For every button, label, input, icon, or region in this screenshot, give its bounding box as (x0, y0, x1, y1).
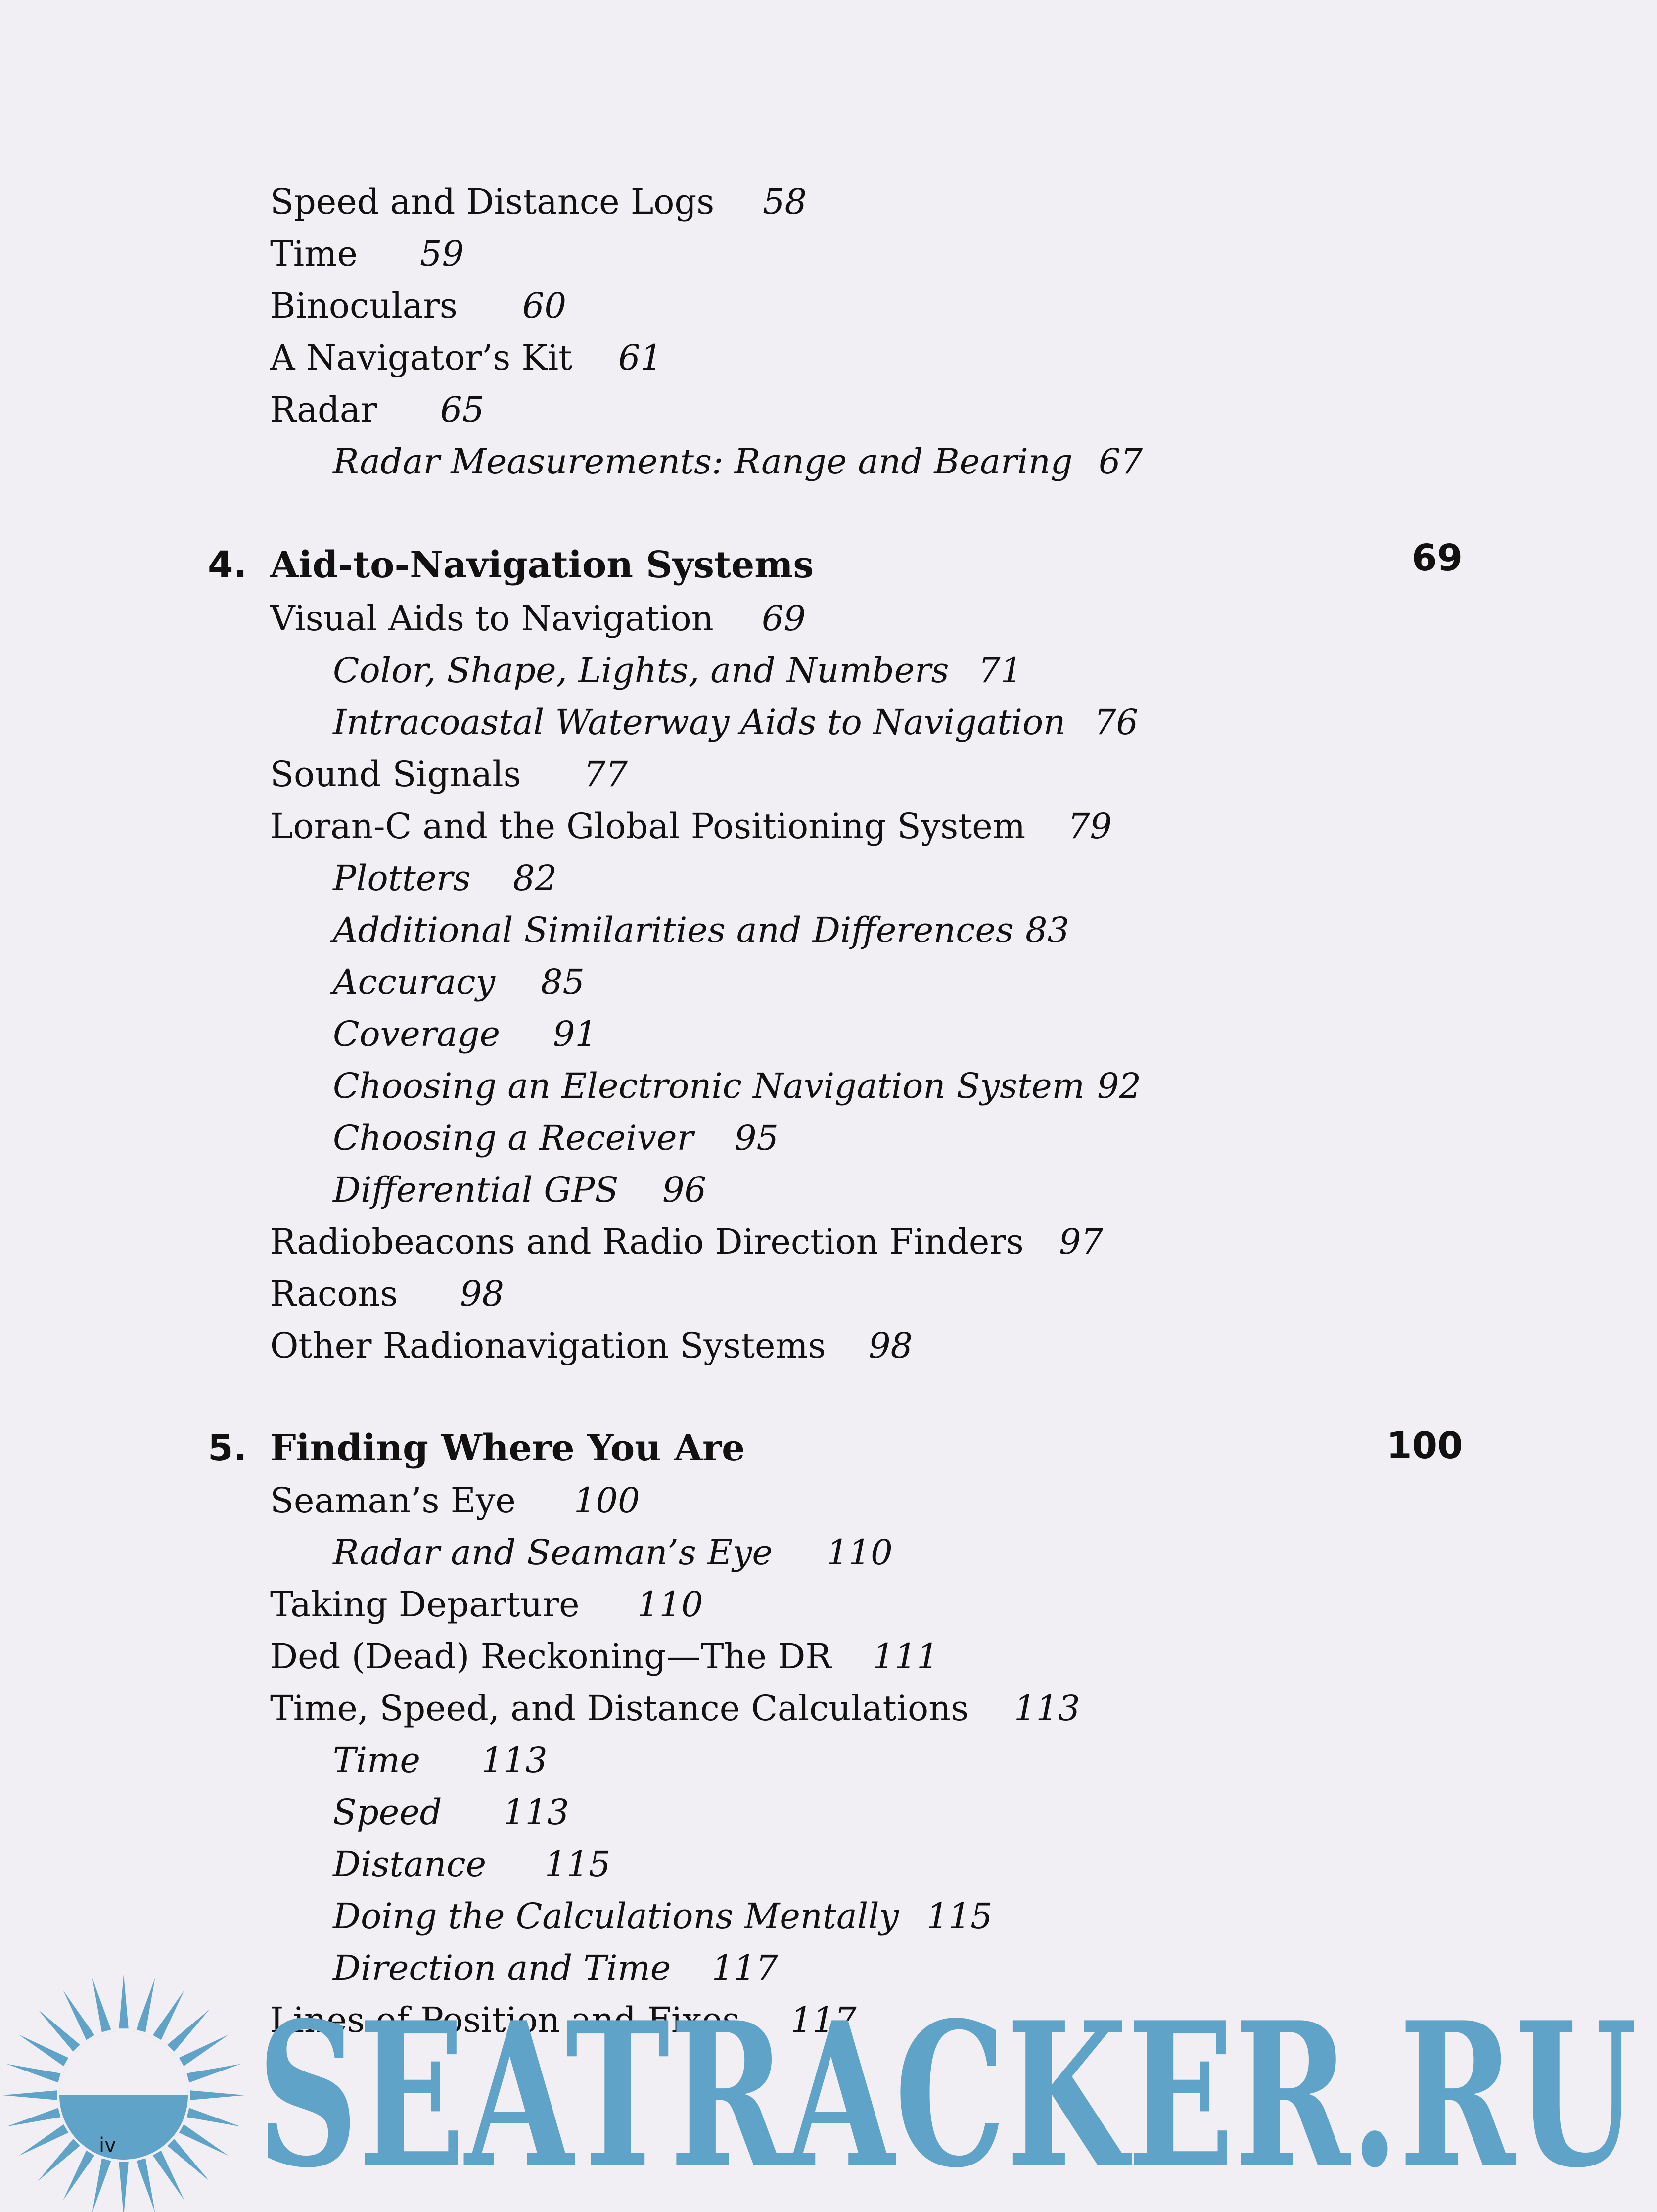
toc-subentry (333, 858, 557, 898)
entry-page: 69 (762, 598, 806, 639)
entry-title: Other Radionavigation Systems (270, 1325, 826, 1366)
toc-subentry (333, 1740, 548, 1781)
entry-title: Plotters (333, 858, 471, 898)
sun-ray (137, 2159, 155, 2212)
entry-page: 110 (637, 1584, 703, 1625)
toc-entry (270, 1480, 640, 1521)
toc-entry (270, 182, 807, 222)
sun-ray (167, 2139, 209, 2181)
sun-ray (6, 2064, 60, 2083)
entry-page: 96 (662, 1170, 707, 1210)
entry-page: 83 (1025, 910, 1070, 950)
sun-ray (19, 2124, 68, 2156)
entry-title: Choosing an Electronic Navigation System (333, 1066, 1085, 1106)
entry-page: 59 (420, 234, 464, 274)
entry-page: 71 (978, 650, 1023, 691)
entry-title: Additional Similarities and Differences (333, 910, 1013, 950)
toc-subentry (333, 962, 585, 1002)
entry-title: Lines of Position and Fixes (270, 2000, 740, 2040)
entry-title: Racons (270, 1273, 398, 1314)
entry-title: Doing the Calculations Mentally (333, 1896, 899, 1936)
toc-entry (270, 806, 1112, 847)
entry-page: 61 (618, 337, 663, 378)
sun-ray (119, 1974, 128, 2028)
entry-title: Radiobeacons and Radio Direction Finders (270, 1222, 1024, 1262)
chapter-number: 4. (208, 544, 247, 586)
sun-ray (63, 1990, 95, 2040)
entry-page: 82 (513, 858, 557, 898)
entry-title: Binoculars (270, 285, 458, 326)
entry-page: 98 (869, 1325, 913, 1366)
sun-ray (6, 2108, 60, 2127)
entry-title: Sound Signals (270, 754, 521, 795)
sun-ray (92, 2159, 111, 2212)
toc-subentry (333, 1170, 707, 1210)
entry-title: Seaman’s Eye (270, 1480, 516, 1521)
toc-entry (270, 234, 464, 274)
sun-ray (38, 2010, 80, 2052)
entry-title: Differential GPS (333, 1170, 619, 1210)
entry-title: Radar (270, 389, 377, 430)
entry-page: 115 (545, 1844, 611, 1884)
entry-title: Intracoastal Waterway Aids to Navigation (333, 702, 1066, 743)
entry-title: Speed (333, 1792, 442, 1833)
entry-page: 77 (584, 754, 628, 795)
chapter-title: Aid-to-Navigation Systems (270, 544, 814, 586)
entry-page: 115 (926, 1896, 993, 1936)
toc-subentry (333, 650, 1023, 691)
sun-ray (38, 2139, 80, 2181)
toc-subentry (333, 1896, 993, 1936)
entry-title: Time, Speed, and Distance Calculations (270, 1688, 969, 1729)
chapter-title: Finding Where You Are (270, 1427, 745, 1469)
entry-page: 85 (541, 962, 585, 1002)
entry-page: 113 (481, 1740, 548, 1781)
sun-ray (179, 2124, 229, 2156)
chapter-page: 69 (1412, 537, 1463, 579)
watermark-label: SEATRACKER.RU (257, 1996, 1637, 2194)
toc-subentry (333, 1844, 611, 1884)
toc-subentry (333, 1792, 569, 1833)
entry-title: Time (270, 234, 358, 274)
toc-subentry (333, 1066, 1142, 1106)
entry-title: Speed and Distance Logs (270, 182, 715, 222)
entry-title: Time (333, 1740, 420, 1781)
toc-entry (270, 285, 567, 326)
page-folio: iv (99, 2134, 116, 2157)
entry-page: 95 (735, 1118, 779, 1158)
sun-ray (190, 2090, 245, 2100)
sun-ray (153, 2151, 184, 2200)
entry-title: Distance (333, 1844, 487, 1884)
entry-page: 117 (712, 1948, 778, 1988)
sun-logo-icon (0, 1972, 247, 2212)
toc-entry (270, 598, 806, 639)
toc-subentry (333, 702, 1139, 743)
sun-ray (137, 1978, 155, 2032)
entry-page: 98 (460, 1273, 505, 1314)
entry-title: Color, Shape, Lights, and Numbers (333, 650, 949, 691)
entry-title: A Navigator’s Kit (270, 337, 573, 378)
entry-title: Direction and Time (333, 1948, 671, 1988)
toc-entry (270, 1688, 1080, 1729)
toc-entry (270, 754, 628, 795)
entry-page: 65 (440, 389, 485, 430)
toc-entry (270, 1584, 703, 1625)
entry-page: 97 (1059, 1222, 1104, 1262)
entry-page: 113 (503, 1792, 569, 1833)
chapter-page: 100 (1386, 1424, 1463, 1467)
entry-page: 92 (1097, 1066, 1142, 1106)
toc-entry (270, 389, 485, 430)
sun-ray (92, 1978, 111, 2032)
chapter-heading (208, 544, 814, 586)
toc-entry (270, 1273, 505, 1314)
toc-entry (270, 1222, 1104, 1262)
sun-ray (167, 2010, 209, 2052)
sun-horizon (59, 2031, 188, 2095)
toc-entry (270, 1325, 913, 1366)
toc-subentry (333, 910, 1070, 950)
toc-entry (270, 337, 663, 378)
toc-subentry (333, 1532, 893, 1573)
entry-title: Accuracy (333, 962, 495, 1002)
sun-ray (2, 2090, 57, 2100)
entry-title: Loran-C and the Global Positioning System (270, 806, 1026, 847)
toc-entry (270, 1636, 939, 1677)
toc-subentry (333, 441, 1143, 482)
entry-page: 117 (790, 2000, 857, 2040)
entry-page: 67 (1099, 441, 1143, 482)
chapter-heading (208, 1427, 745, 1469)
toc-subentry (333, 1118, 779, 1158)
sun-ray (19, 2035, 68, 2067)
entry-title: Visual Aids to Navigation (270, 598, 714, 639)
entry-title: Choosing a Receiver (333, 1118, 693, 1158)
entry-title: Radar and Seaman’s Eye (333, 1532, 773, 1573)
entry-title: Coverage (333, 1014, 501, 1054)
entry-page: 79 (1068, 806, 1112, 847)
entry-page: 91 (553, 1014, 598, 1054)
entry-page: 60 (522, 285, 567, 326)
entry-page: 110 (827, 1532, 893, 1573)
watermark-text (257, 1996, 1637, 2194)
chapter-number: 5. (208, 1427, 247, 1469)
sun-ray (187, 2108, 241, 2127)
entry-title: Ded (Dead) Reckoning—The DR (270, 1636, 832, 1677)
sun-ray (119, 2162, 128, 2212)
entry-page: 113 (1014, 1688, 1080, 1729)
entry-page: 111 (873, 1636, 939, 1677)
sun-ray (63, 2151, 95, 2200)
sun-ray (179, 2035, 229, 2067)
entry-title: Taking Departure (270, 1584, 580, 1625)
toc-subentry (333, 1948, 778, 1988)
entry-page: 58 (763, 182, 807, 222)
sun-ray (153, 1990, 184, 2040)
sun-ray (187, 2064, 241, 2083)
toc-subentry (333, 1014, 598, 1054)
entry-page: 100 (574, 1480, 640, 1521)
entry-title: Radar Measurements: Range and Bearing (333, 441, 1073, 482)
entry-page: 76 (1094, 702, 1139, 743)
